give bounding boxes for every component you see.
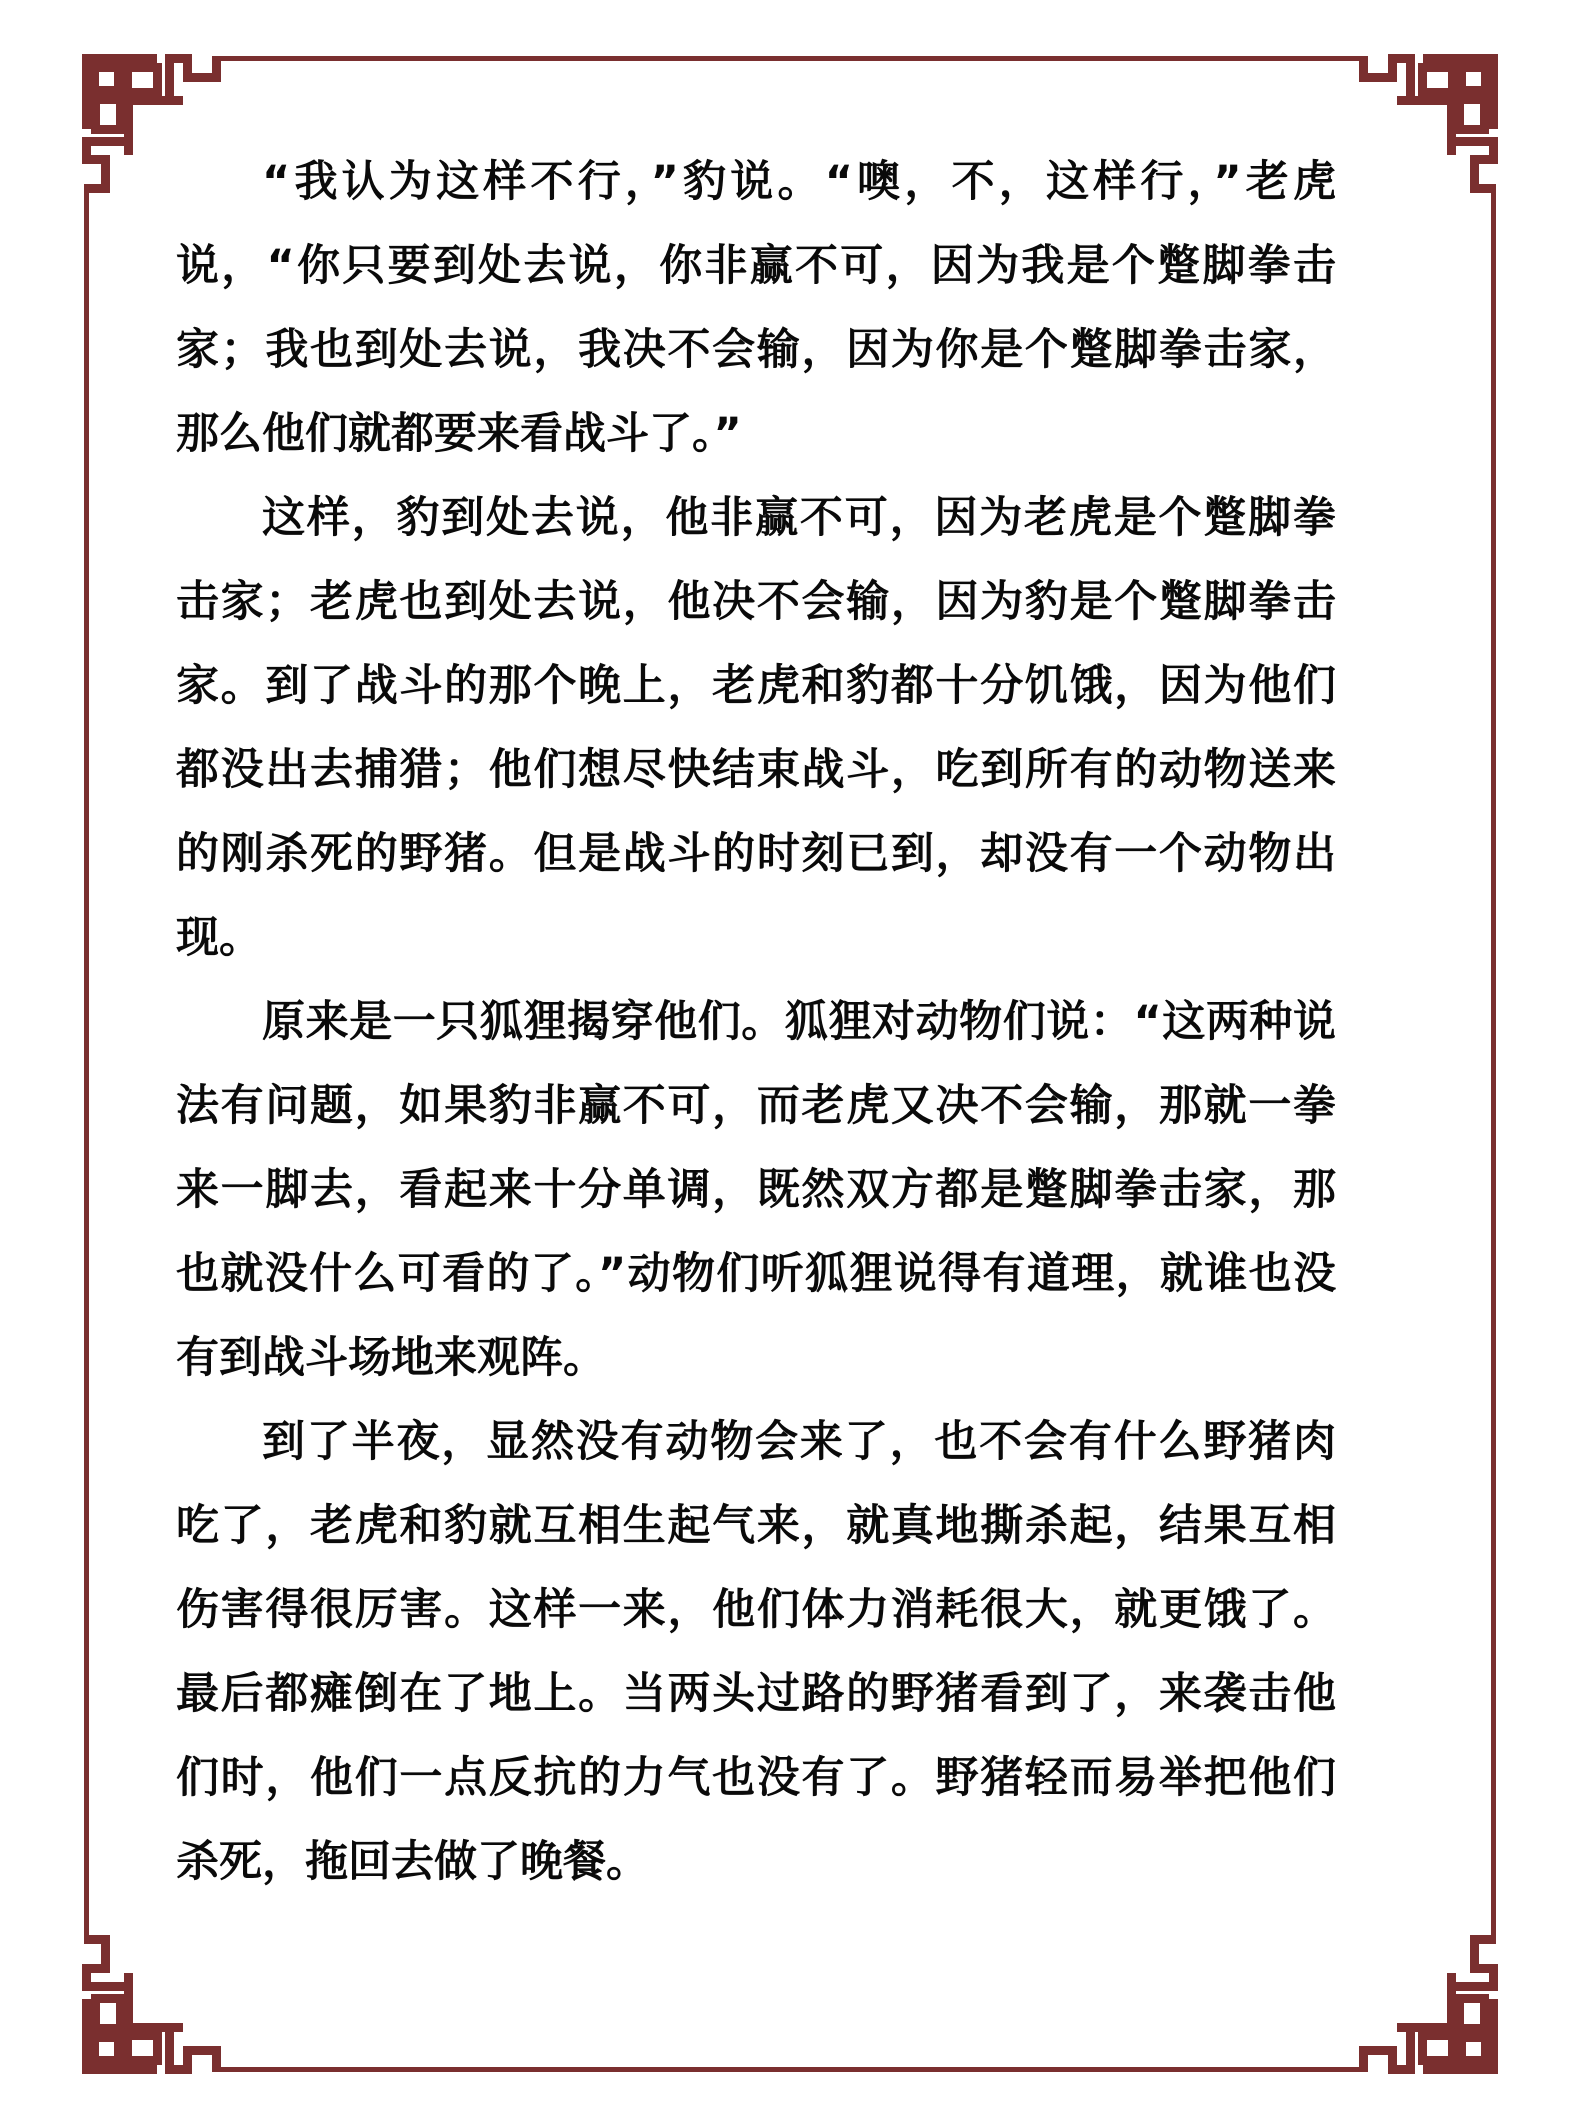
- story-paragraph-2: 这样，豹到处去说，他非赢不可，因为老虎是个蹩脚拳击家；老虎也到处去说，他决不会输，因为豹是个蹩脚拳击家。到了战斗的那个晚上，老虎和豹都十分饥饿，因为他们都没出去捕猎；他们想尽快结束战斗，吃到所有的动物送来的刚杀死的野猪。但是战斗的时刻已到，却没有一个动物出现。: [176, 493, 1336, 963]
- frame-line-right: [1491, 198, 1496, 1930]
- story-paragraph-3: 原来是一只狐狸揭穿他们。狐狸对动物们说：“这两种说法有问题，如果豹非赢不可，而老虎又决不会输，那就一拳来一脚去，看起来十分单调，既然双方都是蹩脚拳击家，那也就没什么可看的了。”动物们听狐狸说得有道理，就谁也没有到战斗场地来观阵。: [176, 997, 1336, 1383]
- story-paragraph-4: 到了半夜，显然没有动物会来了，也不会有什么野猪肉吃了，老虎和豹就互相生起气来，就真地撕杀起，结果互相伤害得很厉害。这样一来，他们体力消耗很大，就更饿了。最后都瘫倒在了地上。当两头过路的野猪看到了，来袭击他们时，他们一点反抗的力气也没有了。野猪轻而易举把他们杀死，拖回去做了晚餐。: [176, 1417, 1336, 1887]
- fret-corner-bottom-right-icon: [1350, 1926, 1500, 2076]
- fret-corner-bottom-left-icon: [80, 1926, 230, 2076]
- story-paragraph-1: “我认为这样不行，”豹说。“噢，不，这样行，”老虎说，“你只要到处去说，你非赢不可，因为我是个蹩脚拳击家；我也到处去说，我决不会输，因为你是个蹩脚拳击家，那么他们就都要来看战斗了。”: [176, 157, 1336, 459]
- frame-line-top: [222, 56, 1358, 61]
- frame-line-bottom: [222, 2067, 1358, 2072]
- story-text: [176, 140, 1336, 1904]
- fret-corner-top-right-icon: [1350, 52, 1500, 202]
- frame-line-left: [84, 198, 89, 1930]
